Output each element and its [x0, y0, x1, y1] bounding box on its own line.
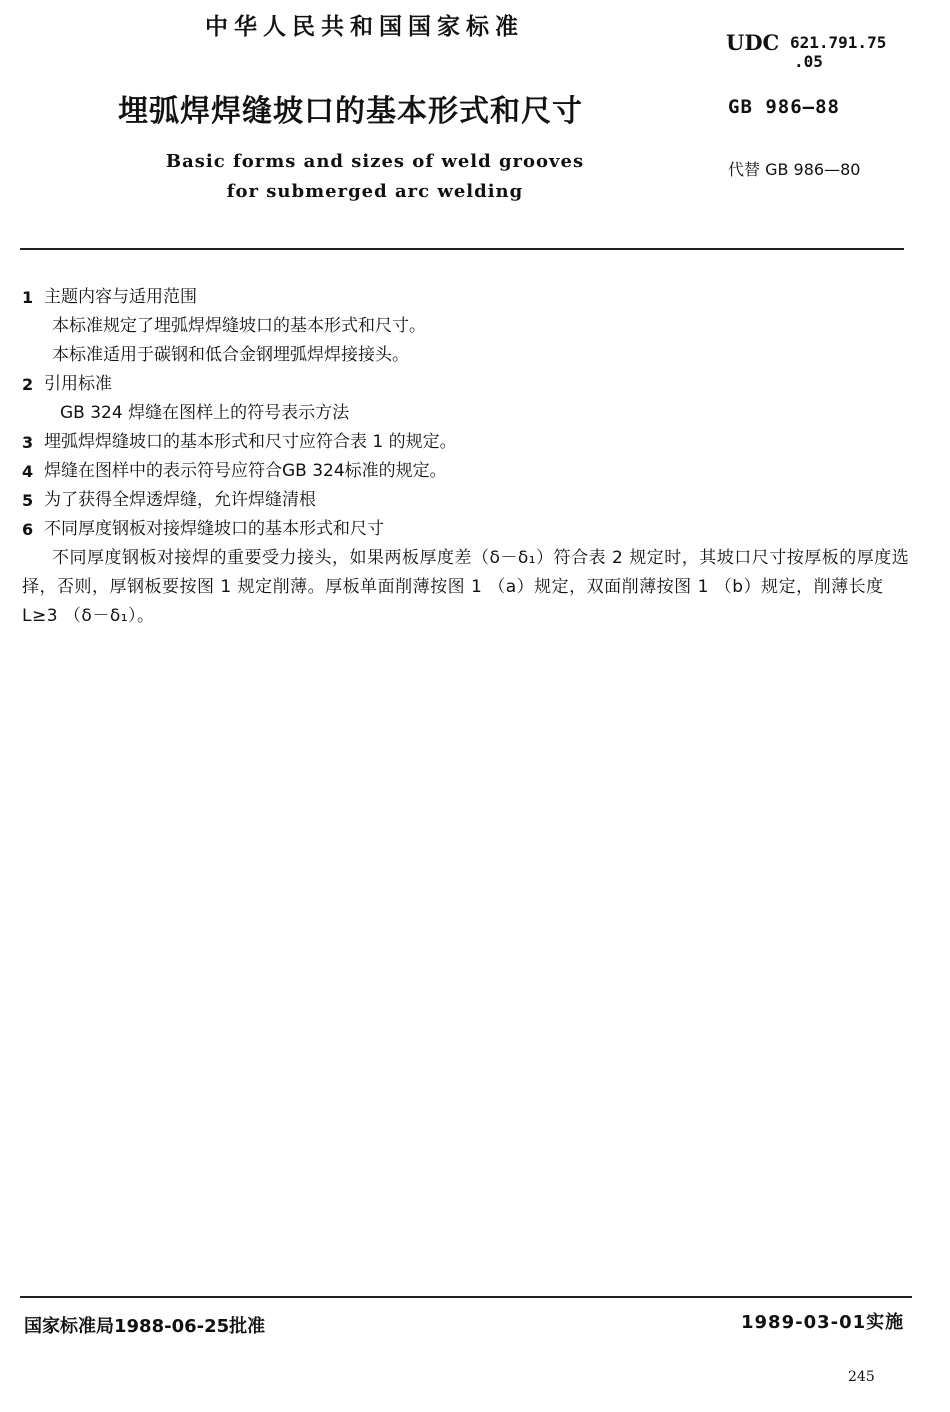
footer-divider: [20, 1296, 912, 1298]
section-number: 2: [22, 375, 34, 394]
section-number: 3: [22, 433, 34, 452]
document-title-english-line1: Basic forms and sizes of weld grooves: [165, 151, 585, 172]
replaces-standard: 代替 GB 986—80: [728, 160, 861, 179]
standard-code: GB 986—88: [728, 96, 840, 118]
section-4: [22, 457, 912, 486]
section-2-heading: [22, 370, 912, 399]
section-number: 4: [22, 462, 34, 481]
section-1-line: [22, 341, 912, 370]
section-text: 本标准适用于碳钢和低合金钢埋弧焊焊接接头。: [52, 345, 409, 365]
approval-date: 国家标准局1988-06-25批准: [24, 1316, 266, 1337]
udc-number-line1: 621.791.75: [790, 33, 887, 52]
document-title-chinese: 埋弧焊焊缝坡口的基本形式和尺寸: [118, 94, 583, 129]
section-number: 5: [22, 491, 34, 510]
section-title: 为了获得全焊透焊缝，允许焊缝清根: [44, 490, 316, 510]
header-divider: [20, 248, 904, 250]
udc-number: [790, 33, 886, 71]
section-number: 6: [22, 520, 34, 539]
section-2-line: [22, 399, 912, 428]
document-body: [22, 283, 912, 631]
section-title: 主题内容与适用范围: [44, 287, 197, 307]
section-6-paragraph: 不同厚度钢板对接焊的重要受力接头，如果两板厚度差（δ－δ₁）符合表 2 规定时，其坡口尺寸按厚板的厚度选择，否则，厚钢板要按图 1 规定削薄。厚板单面削薄按图 1 （a）规定，双面削薄按图 1 （b）规定，削薄长度L≥3 （δ－δ₁）。: [22, 548, 910, 626]
section-number: 1: [22, 288, 34, 307]
udc-label: UDC: [726, 30, 780, 55]
section-1-line: [22, 312, 912, 341]
section-5: [22, 486, 912, 515]
document-title-english-line2: for submerged arc welding: [226, 181, 524, 202]
page-number: 245: [848, 1369, 875, 1385]
section-text: 本标准规定了埋弧焊焊缝坡口的基本形式和尺寸。: [52, 316, 426, 336]
issuing-organization: 中华人民共和国国家标准: [205, 14, 524, 40]
section-title: 埋弧焊焊缝坡口的基本形式和尺寸应符合表 1 的规定。: [44, 432, 457, 452]
section-6-heading: [22, 515, 912, 544]
section-1-heading: [22, 283, 912, 312]
section-3: [22, 428, 912, 457]
section-title: 焊缝在图样中的表示符号应符合GB 324标准的规定。: [44, 461, 447, 481]
section-title: 引用标准: [44, 374, 112, 394]
referenced-standard: GB 324 焊缝在图样上的符号表示方法: [60, 403, 350, 423]
implementation-date: 1989-03-01实施: [741, 1312, 905, 1333]
section-title: 不同厚度钢板对接焊缝坡口的基本形式和尺寸: [44, 519, 384, 539]
udc-number-line2: .05: [794, 52, 823, 71]
